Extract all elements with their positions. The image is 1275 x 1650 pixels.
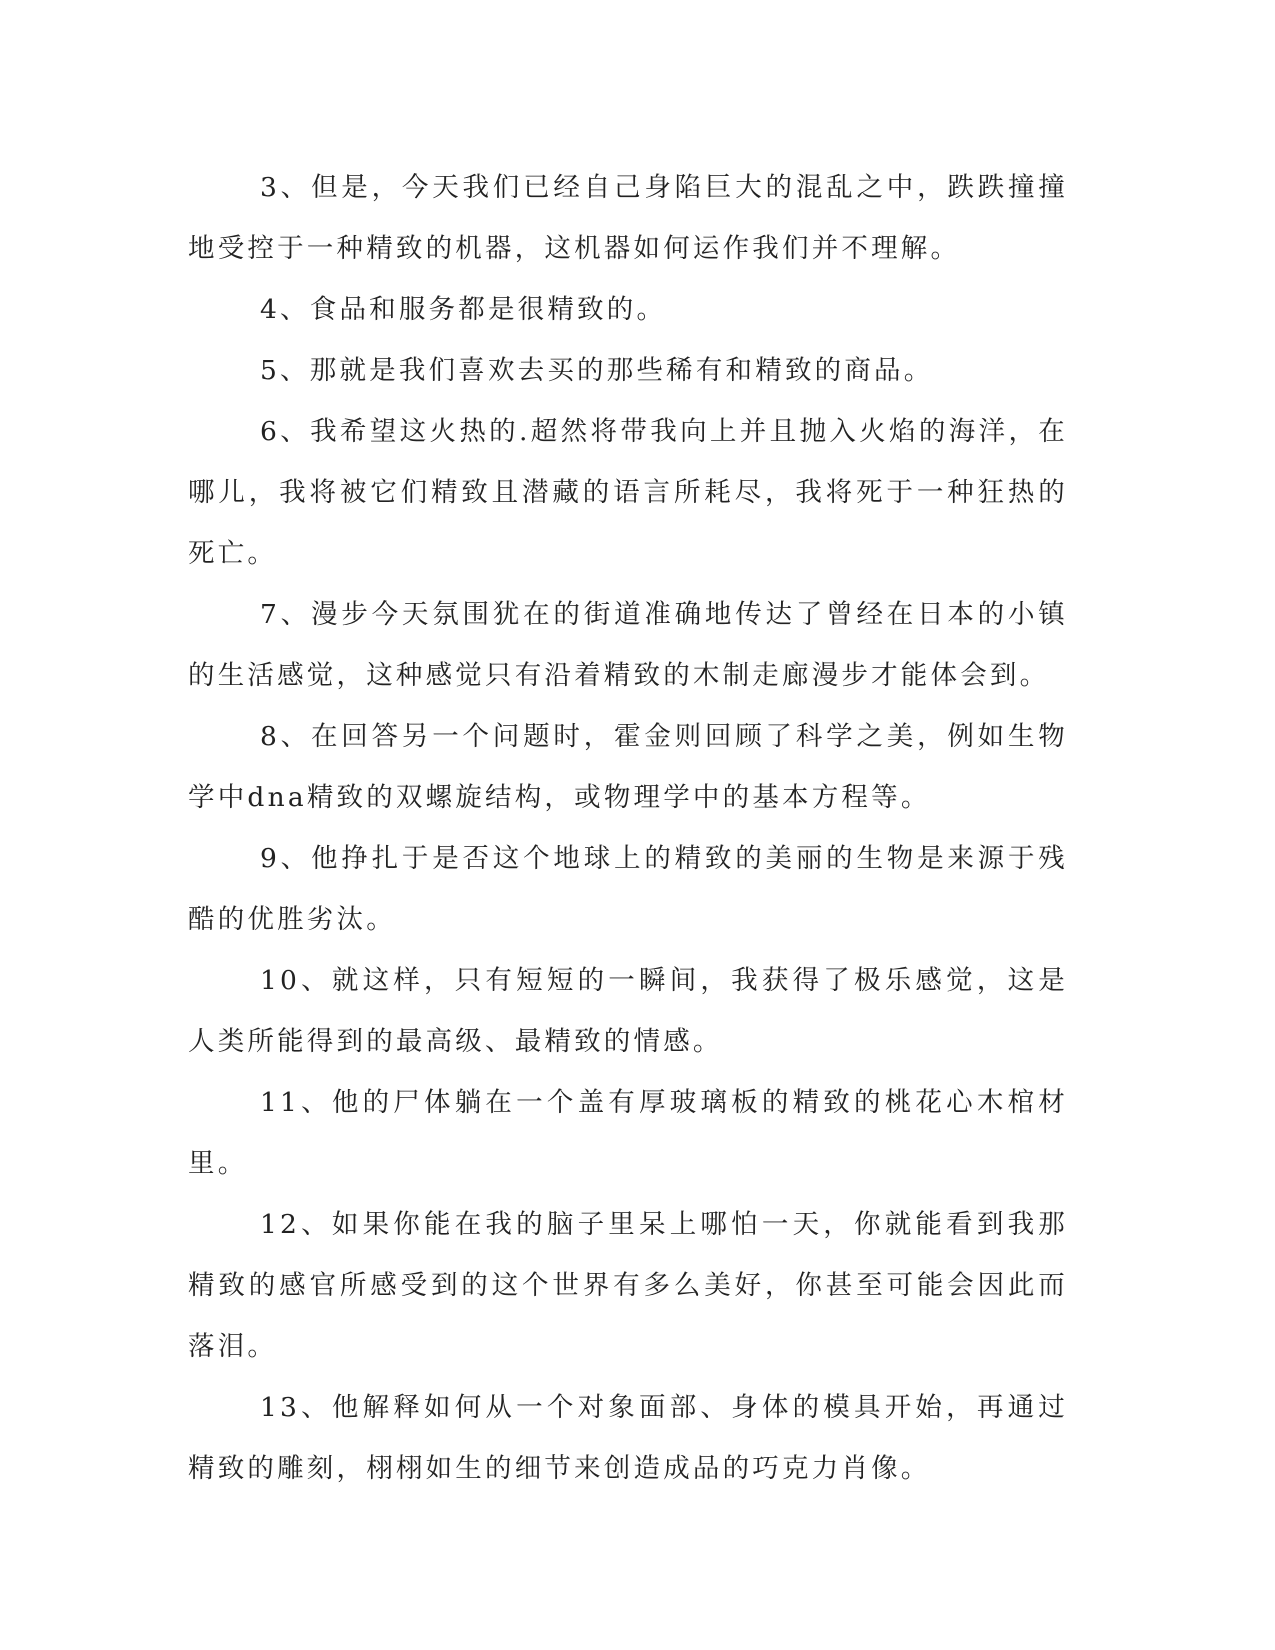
paragraph-13: 13、他解释如何从一个对象面部、身体的模具开始，再通过精致的雕刻，栩栩如生的细节来创造成品的巧克力肖像。	[188, 1392, 1068, 1484]
paragraph-12: 12、如果你能在我的脑子里呆上哪怕一天，你就能看到我那精致的感官所感受到的这个世界有多么美好，你甚至可能会因此而落泪。	[188, 1209, 1068, 1362]
paragraph-4: 4、食品和服务都是很精致的。	[260, 294, 667, 325]
paragraph-5: 5、那就是我们喜欢去买的那些稀有和精致的商品。	[260, 355, 934, 386]
paragraph-7: 7、漫步今天氛围犹在的街道准确地传达了曾经在日本的小镇的生活感觉，这种感觉只有沿着精致的木制走廊漫步才能体会到。	[188, 599, 1068, 691]
document-body	[188, 157, 1068, 1499]
paragraph-3: 3、但是，今天我们已经自己身陷巨大的混乱之中，跌跌撞撞地受控于一种精致的机器，这机器如何运作我们并不理解。	[188, 172, 1068, 264]
paragraph-10: 10、就这样，只有短短的一瞬间，我获得了极乐感觉，这是人类所能得到的最高级、最精致的情感。	[188, 965, 1068, 1057]
paragraph-9: 9、他挣扎于是否这个地球上的精致的美丽的生物是来源于残酷的优胜劣汰。	[188, 843, 1068, 935]
paragraph-11: 11、他的尸体躺在一个盖有厚玻璃板的精致的桃花心木棺材里。	[188, 1087, 1068, 1179]
paragraph-6: 6、我希望这火热的.超然将带我向上并且抛入火焰的海洋，在哪儿，我将被它们精致且潜藏的语言所耗尽，我将死于一种狂热的死亡。	[188, 416, 1068, 569]
paragraph-8: 8、在回答另一个问题时，霍金则回顾了科学之美，例如生物学中dna精致的双螺旋结构，或物理学中的基本方程等。	[188, 721, 1068, 813]
